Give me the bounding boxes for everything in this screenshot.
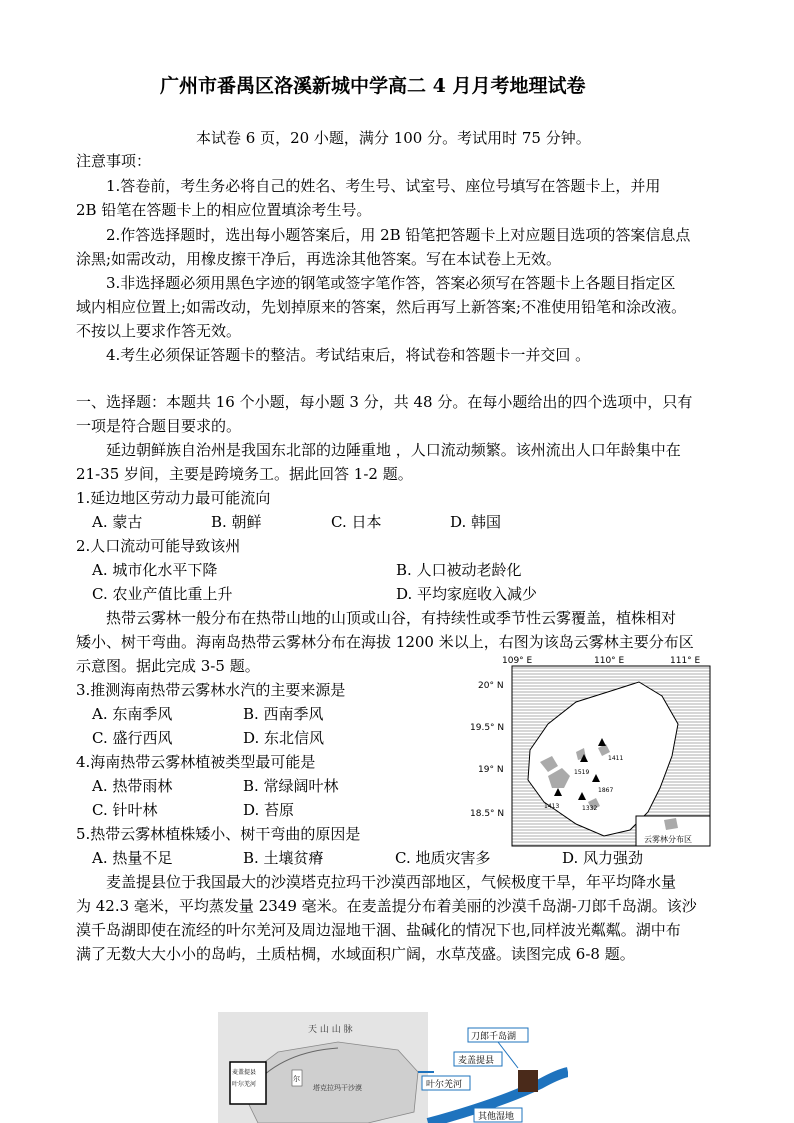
peak-label: 1867: [598, 787, 614, 794]
page-title: 广州市番禺区洛溪新城中学高二 4 月月考地理试卷: [160, 75, 586, 97]
option[interactable]: A. 热量不足: [92, 849, 173, 867]
hainan-cloud-forest-map: [464, 652, 718, 848]
option[interactable]: B. 朝鲜: [211, 513, 262, 531]
question-stem: 2.人口流动可能导致该州: [76, 537, 241, 555]
option[interactable]: B. 常绿阔叶林: [243, 777, 339, 795]
notice-item: 域内相应位置上;如需改动，先划掉原来的答案，然后再写上新答案;不准使用铅笔和涂改液。: [76, 298, 687, 316]
legend-swatch: [664, 818, 678, 830]
desert-label: 塔克拉玛干沙漠: [313, 1084, 362, 1092]
passage: 为 42.3 毫米，平均蒸发量 2349 毫米。在麦盖提分布着美丽的沙漠千岛湖-刀郎千岛湖。该沙: [76, 897, 697, 915]
option[interactable]: B. 土壤贫瘠: [243, 849, 324, 867]
lon-label: 110° E: [594, 656, 625, 666]
lake-label: 刀郎千岛湖: [471, 1032, 517, 1042]
passage: 满了无数大大小小的岛屿，土质枯椆，水域面积广阔，水草茂盛。读图完成 6-8 题。: [76, 945, 635, 963]
notice-item: 4.考生必须保证答题卡的整洁。考试结束后，将试卷和答题卡一并交回 。: [106, 346, 591, 364]
notice-item: 涂黑;如需改动，用橡皮擦干净后，再选涂其他答案。写在本试卷上无效。: [76, 250, 562, 268]
option[interactable]: C. 农业产值比重上升: [92, 585, 233, 603]
option[interactable]: D. 风力强劲: [562, 849, 644, 867]
passage: 延边朝鲜族自治州是我国东北部的边陲重地 ，人口流动频繁。该州流出人口年龄集中在: [106, 441, 681, 459]
peak-label: 1332: [582, 805, 598, 812]
option[interactable]: C. 地质灾害多: [395, 849, 491, 867]
notice-item: 3.非选择题必须用黑色字迹的钢笔或签字笔作答，答案必须写在答题卡上各题目指定区: [106, 274, 676, 292]
option[interactable]: A. 蒙古: [92, 513, 143, 531]
option[interactable]: C. 盛行西风: [92, 729, 173, 747]
question-stem: 1.延边地区劳动力最可能流向: [76, 489, 271, 507]
section-heading: 一项是符合题目要求的。: [76, 417, 242, 435]
inset-river-label: 叶尔羌河: [232, 1081, 257, 1088]
option[interactable]: A. 热带雨林: [92, 777, 173, 795]
option[interactable]: A. 城市化水平下降: [92, 561, 218, 579]
passage: 示意图。据此完成 3-5 题。: [76, 657, 260, 675]
lat-label: 19° N: [478, 765, 504, 775]
option[interactable]: C. 日本: [331, 513, 382, 531]
peak-label: 1413: [544, 803, 560, 810]
question-stem: 5.热带云雾林植株矮小、树干弯曲的原因是: [76, 825, 361, 843]
lat-label: 20° N: [478, 681, 504, 691]
notice-item: 2B 铅笔在答题卡上的相应位置填涂考生号。: [76, 201, 372, 219]
notice-item: 1.答卷前，考生务必将自己的姓名、考生号、试室号、座位号填写在答题卡上，并用: [106, 177, 661, 195]
lake-islands: [518, 1070, 538, 1092]
lat-label: 18.5° N: [470, 809, 505, 819]
lon-label: 111° E: [670, 656, 701, 666]
small-label: 尔: [293, 1075, 300, 1083]
option[interactable]: C. 针叶林: [92, 801, 158, 819]
notice-heading: 注意事项：: [76, 152, 152, 170]
legend-label: 云雾林分布区: [644, 835, 692, 844]
passage: 麦盖提县位于我国最大的沙漠塔克拉玛干沙漠西部地区，气候极度干旱，年平均降水量: [106, 873, 677, 891]
question-stem: 4.海南热带云雾林植被类型最可能是: [76, 753, 316, 771]
lon-label: 109° E: [502, 656, 533, 666]
maigaiti-location-map: [218, 1012, 568, 1123]
option[interactable]: A. 东南季风: [92, 705, 173, 723]
peak-label: 1411: [608, 755, 624, 762]
option[interactable]: D. 平均家庭收入减少: [396, 585, 538, 603]
option[interactable]: B. 人口被动老龄化: [396, 561, 522, 579]
option[interactable]: D. 东北信风: [243, 729, 325, 747]
passage: 漠千岛湖即使在流经的叶尔羌河及周边湿地干涸、盐碱化的情况下也,同样波光粼粼。湖中布: [76, 921, 681, 939]
exam-intro: 本试卷 6 页，20 小题，满分 100 分。考试用时 75 分钟。: [196, 129, 591, 147]
county-label: 麦盖提县: [458, 1056, 495, 1066]
river-label: 叶尔羌河: [426, 1080, 463, 1090]
wetland-label: 其他湿地: [478, 1112, 515, 1122]
lat-label: 19.5° N: [470, 723, 505, 733]
passage: 21-35 岁间，主要是跨境务工。据此回答 1-2 题。: [76, 465, 413, 483]
notice-item: 2.作答选择题时，选出每小题答案后，用 2B 铅笔把答题卡上对应题目选项的答案信息点: [106, 226, 691, 244]
peak-label: 1519: [574, 769, 590, 776]
option[interactable]: D. 韩国: [450, 513, 502, 531]
notice-item: 不按以上要求作答无效。: [76, 322, 242, 340]
section-heading: 一、选择题：本题共 16 个小题，每小题 3 分，共 48 分。在每小题给出的四个选项中，只有: [76, 393, 693, 411]
option[interactable]: D. 苔原: [243, 801, 295, 819]
passage: 热带云雾林一般分布在热带山地的山顶或山谷，有持续性或季节性云雾覆盖，植株相对: [106, 609, 677, 627]
question-stem: 3.推测海南热带云雾林水汽的主要来源是: [76, 681, 346, 699]
inset-county-label: 麦盖提县: [232, 1069, 257, 1076]
passage: 矮小、树干弯曲。海南岛热带云雾林分布在海拔 1200 米以上，右图为该岛云雾林主要分布区: [76, 633, 694, 651]
option[interactable]: B. 西南季风: [243, 705, 324, 723]
mountain-label: 天 山 山 脉: [308, 1025, 353, 1035]
